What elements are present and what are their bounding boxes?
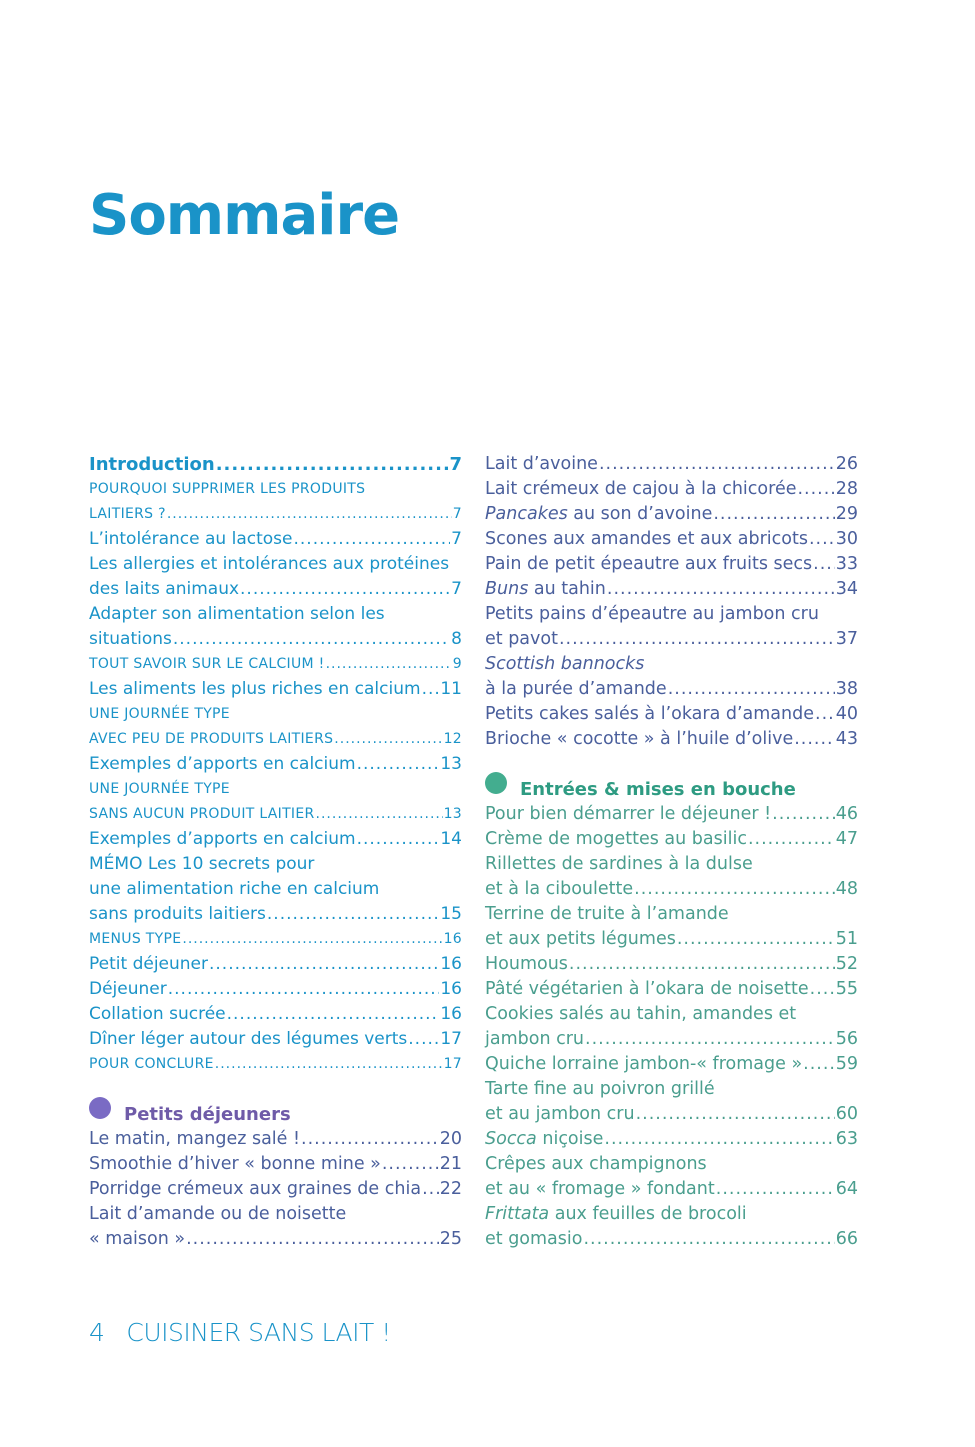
toc-page-number: 16	[440, 954, 462, 974]
toc-entry[interactable]	[89, 552, 462, 577]
toc-entry-title: Déjeuner	[89, 979, 167, 999]
dot-leader	[634, 877, 835, 902]
toc-entry-title	[485, 652, 644, 677]
toc-entry[interactable]	[485, 1127, 858, 1152]
section-title: Petits déjeuners	[124, 1104, 291, 1125]
toc-entry-title: Collation sucrée	[89, 1004, 226, 1024]
toc-right-list	[485, 452, 858, 752]
dot-leader	[357, 827, 440, 852]
toc-entry[interactable]	[89, 602, 462, 627]
dot-leader	[173, 627, 450, 652]
toc-entry[interactable]	[89, 902, 462, 927]
toc-entry-title	[485, 577, 606, 602]
toc-entry[interactable]	[485, 1202, 858, 1227]
toc-entry[interactable]	[89, 777, 462, 802]
toc-page-number: 46	[835, 804, 858, 824]
dot-leader	[215, 1052, 443, 1077]
toc-page-number: 20	[439, 1129, 462, 1149]
toc-entry-title: situations	[89, 629, 172, 649]
toc-entry[interactable]	[485, 1227, 858, 1252]
dot-leader	[815, 702, 835, 727]
toc-entry-title: et gomasio	[485, 1229, 583, 1249]
toc-entry[interactable]	[485, 627, 858, 652]
dot-leader	[408, 1027, 439, 1052]
dot-leader	[677, 927, 835, 952]
toc-entry[interactable]	[89, 477, 462, 502]
toc-page-number: 7	[449, 454, 462, 475]
toc-entry[interactable]	[89, 827, 462, 852]
toc-entry[interactable]	[485, 827, 858, 852]
dot-leader	[227, 1002, 440, 1027]
toc-entry-title: Pâté végétarien à l’okara de noisette	[485, 979, 809, 999]
dot-leader	[599, 452, 835, 477]
toc-entry[interactable]	[485, 877, 858, 902]
toc-entry-title-rest: aux feuilles de brocoli	[549, 1204, 747, 1224]
toc-entry-title: LAITIERS ?	[89, 506, 166, 522]
toc-page-number: 28	[835, 479, 858, 499]
toc-entry-title: et au « fromage » fondant	[485, 1179, 715, 1199]
toc-entry[interactable]	[485, 727, 858, 752]
toc-entry-title: TOUT SAVOIR SUR LE CALCIUM !	[89, 656, 325, 672]
toc-entry-title: et aux petits légumes	[485, 929, 676, 949]
dot-leader	[716, 1177, 835, 1202]
toc-entry[interactable]	[89, 1052, 462, 1077]
toc-entry[interactable]	[485, 502, 858, 527]
toc-entry[interactable]	[485, 677, 858, 702]
dot-leader	[334, 727, 442, 752]
dot-leader	[748, 827, 835, 852]
toc-entry-title-rest: au son d’avoine	[567, 504, 713, 524]
toc-page-number: 34	[835, 579, 858, 599]
section-title: Entrées & mises en bouche	[520, 779, 796, 800]
dot-leader	[559, 627, 835, 652]
toc-page-number: 17	[443, 1056, 462, 1072]
toc-entry[interactable]	[89, 677, 462, 702]
toc-entry-title: AVEC PEU DE PRODUITS LAITIERS	[89, 731, 334, 747]
toc-page-number: 59	[835, 1054, 858, 1074]
dot-leader	[216, 452, 449, 477]
toc-entry-title: L’intolérance au lactose	[89, 529, 293, 549]
toc-page-number: 7	[451, 529, 462, 549]
page-footer	[89, 1318, 391, 1347]
dot-leader	[585, 1027, 835, 1052]
section-heading-entrees	[485, 777, 858, 802]
toc-right-section-list	[485, 802, 858, 1252]
toc-page-number: 33	[835, 554, 858, 574]
dot-leader	[240, 577, 450, 602]
toc-left-section-list	[89, 1127, 462, 1252]
toc-entry-title: Tarte fine au poivron grillé	[485, 1079, 715, 1099]
toc-page-number: 38	[835, 679, 858, 699]
toc-page-number: 17	[440, 1029, 462, 1049]
dot-leader	[167, 502, 452, 527]
dot-leader	[604, 1127, 834, 1152]
toc-entry[interactable]	[485, 902, 858, 927]
dot-leader	[797, 477, 834, 502]
toc-entry[interactable]	[485, 952, 858, 977]
toc-page-number: 30	[835, 529, 858, 549]
toc-entry[interactable]	[485, 702, 858, 727]
toc-entry-title: Crème de mogettes au basilic	[485, 829, 747, 849]
toc-page-number: 11	[440, 679, 462, 699]
dot-leader	[810, 977, 835, 1002]
toc-entry[interactable]	[89, 927, 462, 952]
toc-entry-title: Smoothie d’hiver « bonne mine »	[89, 1154, 381, 1174]
toc-entry-title: jambon cru	[485, 1029, 585, 1049]
dot-leader	[583, 1227, 834, 1252]
dot-leader	[357, 752, 440, 777]
dot-leader	[293, 527, 450, 552]
toc-entry-title: Exemples d’apports en calcium	[89, 829, 356, 849]
section-bullet-icon	[89, 1097, 111, 1119]
dot-leader	[636, 1102, 835, 1127]
dot-leader	[668, 677, 835, 702]
toc-page-number: 60	[835, 1104, 858, 1124]
toc-column-left	[89, 452, 462, 1252]
toc-entry-title: UNE JOURNÉE TYPE	[89, 706, 230, 722]
toc-entry-title-rest: au tahin	[528, 579, 606, 599]
toc-entry-title: une alimentation riche en calcium	[89, 879, 380, 899]
toc-entry[interactable]	[89, 452, 462, 477]
toc-entry[interactable]	[89, 1227, 462, 1252]
toc-entry-title-italic: Scottish bannocks	[485, 654, 645, 674]
toc-entry[interactable]	[485, 602, 858, 627]
toc-page-number: 13	[440, 754, 462, 774]
toc-page-number: 26	[835, 454, 858, 474]
toc-entry[interactable]	[89, 577, 462, 602]
toc-page-number: 21	[439, 1154, 462, 1174]
toc-entry-title: Petits cakes salés à l’okara d’amande	[485, 704, 814, 724]
toc-entry-title: sans produits laitiers	[89, 904, 266, 924]
toc-page-number: 64	[835, 1179, 858, 1199]
toc-entry-title: Le matin, mangez salé !	[89, 1129, 301, 1149]
toc-entry-title: Rillettes de sardines à la dulse	[485, 854, 753, 874]
toc-entry[interactable]	[89, 502, 462, 527]
toc-page-number: 12	[443, 731, 462, 747]
dot-leader	[803, 1052, 835, 1077]
toc-entry[interactable]	[89, 977, 462, 1002]
toc-entry-title: POURQUOI SUPPRIMER LES PRODUITS	[89, 481, 366, 497]
toc-entry[interactable]	[89, 752, 462, 777]
toc-entry-title: Scones aux amandes et aux abricots	[485, 529, 808, 549]
dot-leader	[316, 802, 443, 827]
dot-leader	[772, 802, 835, 827]
toc-entry[interactable]	[485, 652, 858, 677]
toc-entry[interactable]	[89, 1152, 462, 1177]
toc-entry[interactable]	[485, 1077, 858, 1102]
toc-entry[interactable]	[485, 802, 858, 827]
toc-page-number: 16	[440, 979, 462, 999]
toc-page-number: 40	[835, 704, 858, 724]
toc-entry-title: « maison »	[89, 1229, 186, 1249]
toc-entry-title: Les aliments les plus riches en calcium	[89, 679, 421, 699]
dot-leader	[422, 1177, 439, 1202]
toc-entry[interactable]	[485, 1002, 858, 1027]
dot-leader	[569, 952, 835, 977]
toc-entry-title: SANS AUCUN PRODUIT LAITIER	[89, 806, 315, 822]
toc-entry-title: Porridge crémeux aux graines de chia	[89, 1179, 422, 1199]
toc-entry-title: à la purée d’amande	[485, 679, 667, 699]
toc-entry-title: Crêpes aux champignons	[485, 1154, 707, 1174]
toc-page-number: 7	[452, 506, 462, 522]
toc-entry[interactable]	[89, 627, 462, 652]
toc-page-number: 9	[452, 656, 462, 672]
toc-entry[interactable]	[89, 1177, 462, 1202]
toc-entry[interactable]	[89, 1002, 462, 1027]
dot-leader	[422, 677, 440, 702]
toc-entry-title	[485, 1202, 747, 1227]
toc-entry-title-italic: Pancakes	[485, 504, 568, 524]
dot-leader	[809, 527, 835, 552]
dot-leader	[607, 577, 835, 602]
toc-entry[interactable]	[89, 1127, 462, 1152]
toc-entry[interactable]	[89, 877, 462, 902]
page-number: 4	[89, 1318, 105, 1347]
toc-entry[interactable]	[89, 852, 462, 877]
toc-entry-title: Pour bien démarrer le déjeuner !	[485, 804, 772, 824]
toc-entry[interactable]	[89, 727, 462, 752]
toc-entry[interactable]	[89, 652, 462, 677]
toc-entry-title: MÉMO Les 10 secrets pour	[89, 854, 315, 874]
toc-entry-title: Brioche « cocotte » à l’huile d’olive	[485, 729, 794, 749]
toc-entry[interactable]	[89, 1202, 462, 1227]
toc-entry[interactable]	[485, 452, 858, 477]
toc-page-number: 47	[835, 829, 858, 849]
toc-entry[interactable]	[485, 1102, 858, 1127]
toc-page-number: 16	[440, 1004, 462, 1024]
toc-entry-title: et à la ciboulette	[485, 879, 634, 899]
toc-entry-title: Lait d’avoine	[485, 454, 598, 474]
toc-entry-title: Houmous	[485, 954, 568, 974]
toc-entry[interactable]	[485, 1152, 858, 1177]
toc-page-number: 43	[835, 729, 858, 749]
toc-column-right	[485, 452, 858, 1252]
toc-entry[interactable]	[485, 477, 858, 502]
toc-entry-title: Pain de petit épeautre aux fruits secs	[485, 554, 813, 574]
dot-leader	[267, 902, 439, 927]
dot-leader	[794, 727, 834, 752]
dot-leader	[813, 552, 835, 577]
toc-entry[interactable]	[485, 552, 858, 577]
toc-page-number: 48	[835, 879, 858, 899]
toc-entry-title-italic: Buns	[485, 579, 529, 599]
toc-entry[interactable]	[89, 1027, 462, 1052]
toc-entry-title-italic: Socca	[485, 1129, 537, 1149]
toc-page-number: 37	[835, 629, 858, 649]
toc-entry-title: Quiche lorraine jambon-« fromage »	[485, 1054, 803, 1074]
section-bullet-icon	[485, 772, 507, 794]
toc-entry-title: POUR CONCLURE	[89, 1056, 214, 1072]
dot-leader	[713, 502, 834, 527]
toc-page-number: 25	[439, 1229, 462, 1249]
toc-page-number: 22	[439, 1179, 462, 1199]
toc-entry[interactable]	[89, 802, 462, 827]
toc-entry-title: Petit déjeuner	[89, 954, 208, 974]
toc-page-number: 16	[443, 931, 462, 947]
toc-entry-title: Cookies salés au tahin, amandes et	[485, 1004, 797, 1024]
toc-entry[interactable]	[485, 927, 858, 952]
toc-entry-title: et pavot	[485, 629, 558, 649]
page-title: Sommaire	[89, 183, 400, 248]
toc-entry[interactable]	[89, 952, 462, 977]
toc-entry-title	[485, 1127, 603, 1152]
toc-entry-title-rest: niçoise	[536, 1129, 604, 1149]
toc-entry-title: Adapter son alimentation selon les	[89, 604, 385, 624]
toc-entry-title: Lait crémeux de cajou à la chicorée	[485, 479, 797, 499]
toc-page-number: 56	[835, 1029, 858, 1049]
toc-entry-title: des laits animaux	[89, 579, 240, 599]
book-title: CUISINER SANS LAIT !	[126, 1318, 391, 1347]
toc-page-number: 66	[835, 1229, 858, 1249]
toc-page-number: 15	[440, 904, 462, 924]
toc-page-number: 52	[835, 954, 858, 974]
toc-entry-title-italic: Frittata	[485, 1204, 550, 1224]
toc-entry[interactable]	[89, 527, 462, 552]
toc-entry[interactable]	[485, 1052, 858, 1077]
toc-entry-title: Terrine de truite à l’amande	[485, 904, 729, 924]
toc-left-list	[89, 452, 462, 1077]
section-heading-petits-dejeuners	[89, 1102, 462, 1127]
toc-entry[interactable]	[485, 977, 858, 1002]
toc-entry-title: UNE JOURNÉE TYPE	[89, 781, 230, 797]
dot-leader	[382, 1152, 439, 1177]
toc-entry-title	[485, 502, 712, 527]
dot-leader	[186, 1227, 439, 1252]
dot-leader	[326, 652, 452, 677]
toc-entry-title: MENUS TYPE	[89, 931, 182, 947]
toc-page-number: 7	[451, 579, 462, 599]
toc-entry[interactable]	[485, 1177, 858, 1202]
dot-leader	[209, 952, 439, 977]
toc-entry[interactable]	[485, 527, 858, 552]
dot-leader	[168, 977, 440, 1002]
toc-page-number: 63	[835, 1129, 858, 1149]
toc-entry-title: Exemples d’apports en calcium	[89, 754, 356, 774]
toc-entry-title: Lait d’amande ou de noisette	[89, 1204, 347, 1224]
toc-entry-title: Dîner léger autour des légumes verts	[89, 1029, 408, 1049]
toc-page-number: 55	[835, 979, 858, 999]
toc-page-number: 13	[443, 806, 462, 822]
toc-entry-title: Petits pains d’épeautre au jambon cru	[485, 604, 819, 624]
toc-entry-title: Les allergies et intolérances aux protéines	[89, 554, 450, 574]
dot-leader	[182, 927, 442, 952]
toc-page-number: 14	[440, 829, 462, 849]
toc-entry[interactable]	[485, 577, 858, 602]
toc-entry-title: Introduction	[89, 454, 215, 475]
toc-page-number: 8	[451, 629, 462, 649]
toc-page-number: 51	[835, 929, 858, 949]
toc-entry[interactable]	[485, 852, 858, 877]
toc-entry[interactable]	[89, 702, 462, 727]
toc-entry[interactable]	[485, 1027, 858, 1052]
toc-entry-title: et au jambon cru	[485, 1104, 635, 1124]
dot-leader	[301, 1127, 439, 1152]
toc-page-number: 29	[835, 504, 858, 524]
